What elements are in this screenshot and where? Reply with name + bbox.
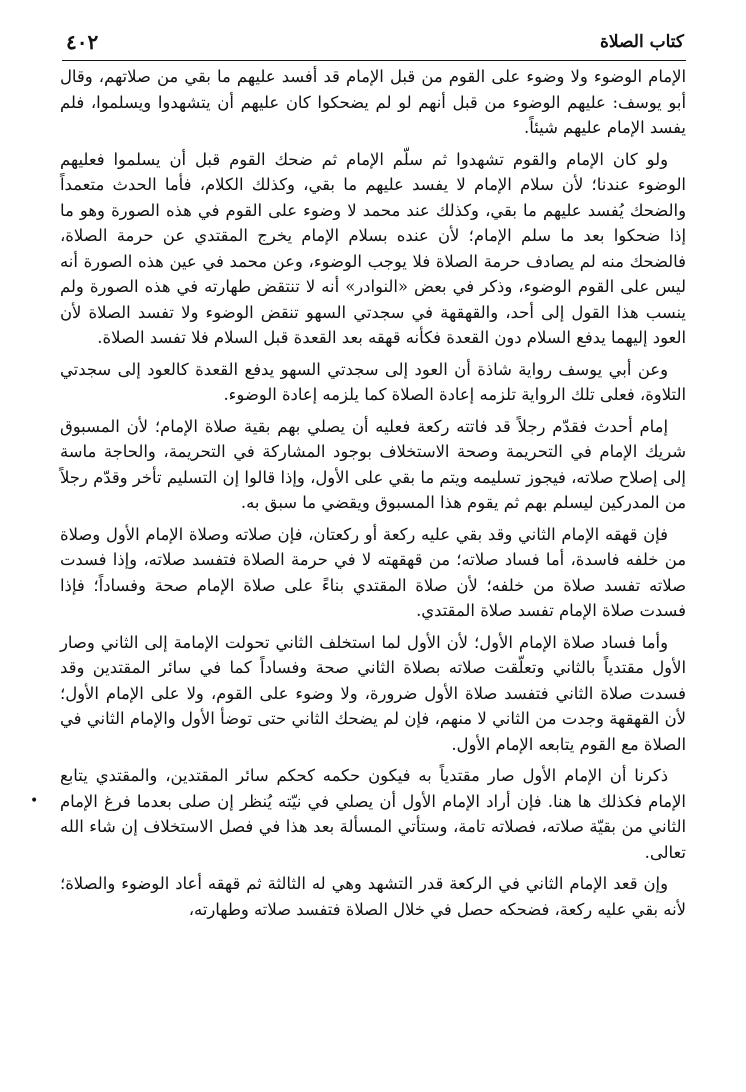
paragraph-8: وإن قعد الإمام الثاني في الركعة قدر التشهد وهي له الثالثة ثم قهقه أعاد الوضوء والصلاة؛ لأنه بقي عليه ركعة، فضحكه حصل في خلال الصلاة فتفسد صلاته وطهارته،: [60, 874, 686, 919]
body-text: [60, 64, 686, 928]
paragraph-5: فإن قهقه الإمام الثاني وقد بقي عليه ركعة أو ركعتان، فإن صلاته وصلاة الإمام الأول وصلاة من خلفه فاسدة، أما فساد صلاته؛ من قهقهته لا في حرمة الصلاة فتفسد صلاته، وإذا فسدت صلاته تفسد صلاة من خلفه؛ لأن صلاة المقتدي بناءً على صلاة الإمام صحة وفساداً؛ فإذا فسدت صلاة الإمام تفسد صلاة المقتدي.: [60, 524, 686, 620]
page-header: [66, 32, 684, 60]
running-title: كتاب الصلاة: [599, 32, 684, 52]
paragraph-4: إمام أحدث فقدّم رجلاً قد فاتته ركعة فعليه أن يصلي بهم بقية صلاة الإمام؛ لأن المسبوق شريك الإمام في التحريمة وصحة الاستخلاف بوجود المشاركة في التحريمة، والحاجة ماسة إلى إصلاح صلاته، فيجوز تسليمه ويتم ما بقي على الأول، وإذا قالوا إن التسليم تأخر وقدّم رجلاً من المدركين ليسلم بهم ثم يقوم هذا المسبوق ويقضي ما سبق به.: [60, 416, 686, 512]
paragraph-2: ولو كان الإمام والقوم تشهدوا ثم سلّم الإمام ثم ضحك القوم قبل أن يسلموا فعليهم الوضوء عندنا؛ لأن سلام الإمام لا يفسد عليهم ما بقي، وكذلك الكلام، فأما الحدث متعمداً والضحك يُفسد عليهم ما بقي، وكذلك عند محمد لا وضوء على القوم في هذه الصورة وهو ما إذا ضحكوا بعد ما سلم الإمام؛ لأن عنده بسلام الإمام يخرج المقتدي عن حرمة الصلاة، فالضحك منه لم يصادف حرمة الصلاة فلا يوجب الوضوء، وعن محمد في عين هذه الصورة أنه ليس على القوم الوضوء، وذكر في بعض «النوادر» أنه لا تنتقض طهارته في هذه الصورة ولم ينسب هذا القول إلى أحد، والقهقهة في سجدتي السهو تنقض الوضوء ولا تفسد الصلاة لأن العود إليهما يدفع السلام دون القعدة فكأنه قهقه بعد القعدة قبل السلام فلا تفسد الصلاة.: [60, 149, 686, 347]
paragraph-7: ذكرنا أن الإمام الأول صار مقتدياً به فيكون حكمه كحكم سائر المقتدين، والمقتدي يتابع الإمام فكذلك ها هنا. فإن أراد الإمام الأول أن يصلي في نيّته يُنظر إن صلى بعدما فرغ الإمام الثاني من بقيّة صلاته، فصلاته تامة، وستأتي المسألة بعد هذا في فصل الاستخلاف إن شاء الله تعالى.: [60, 766, 686, 862]
paragraph-1: الإمام الوضوء ولا وضوء على القوم من قبل الإمام قد أفسد عليهم ما بقي من صلاتهم، وقال أبو يوسف: عليهم الوضوء من قبل أنهم لو لم يضحكوا كان عليهم أن يتشهدوا ويسلموا، فلم يفسد الإمام عليهم شيئاً.: [60, 67, 686, 137]
page-number: ٤٠٢: [66, 30, 99, 54]
header-rule: [62, 60, 686, 61]
paragraph-6: وأما فساد صلاة الإمام الأول؛ لأن الأول لما استخلف الثاني تحولت الإمامة إلى الثاني وصار الأول مقتدياً بالثاني وتعلّقت صلاته بصلاة الثاني صحة وفساداً كما في سائر المقتدين وقد فسدت صلاة الثاني فتفسد صلاة الأول ضرورة، ولا وضوء على القوم، ولا على الإمام الأول؛ لأن القهقهة وجدت من الثاني لا منهم، فإن لم يضحك الثاني حتى توضأ الأول والإمام الثاني في الصلاة مع القوم يتابعه الإمام الأول.: [60, 632, 686, 754]
margin-mark: •: [30, 793, 39, 809]
paragraph-3: وعن أبي يوسف رواية شاذة أن العود إلى سجدتي السهو يدفع القعدة كالعود إلى سجدتي التلاوة، فعلى تلك الرواية تلزمه إعادة الصلاة كما يلزمه إعادة الوضوء.: [60, 359, 686, 404]
